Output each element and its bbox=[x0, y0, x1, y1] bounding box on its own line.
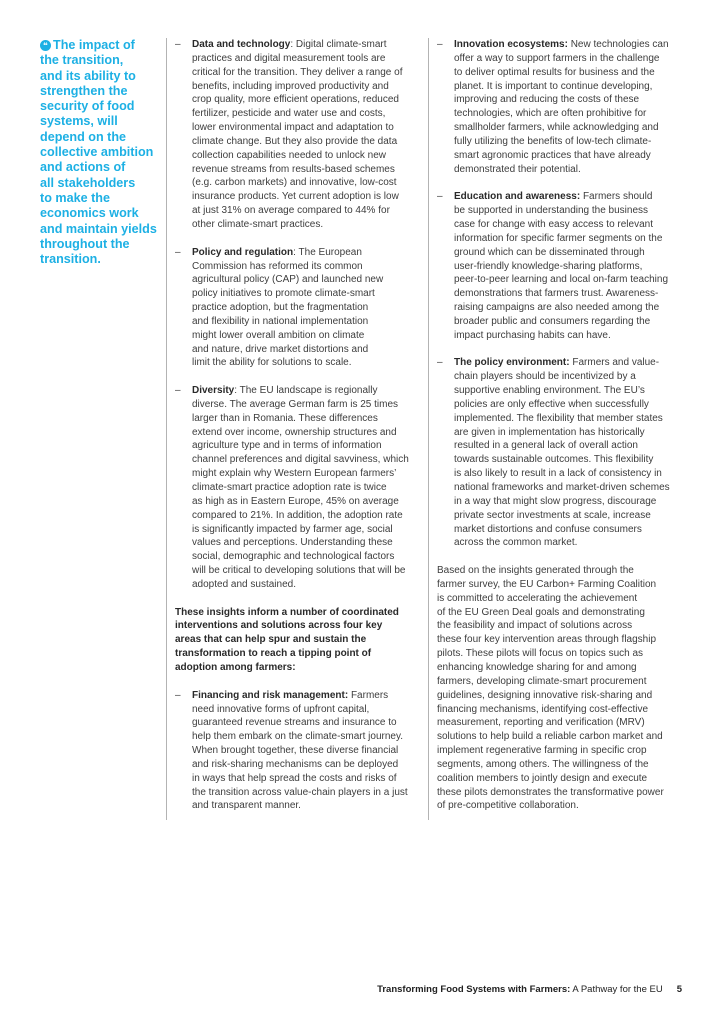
text-line: implement regenerative farming in specific crop bbox=[437, 745, 647, 757]
text-line: These insights inform a number of coordinated bbox=[175, 606, 399, 618]
footer-title: Transforming Food Systems with Farmers: bbox=[377, 984, 571, 995]
text-line bbox=[192, 38, 419, 52]
text-line: guaranteed revenue streams and insurance to bbox=[192, 717, 397, 729]
page-number: 5 bbox=[676, 984, 682, 995]
item-body: Digital climate-smart bbox=[295, 39, 387, 50]
text-line: of the EU Green Deal goals and demonstrating bbox=[437, 606, 645, 618]
pull-quote-column bbox=[40, 38, 158, 267]
dash-bullet: – bbox=[175, 689, 181, 701]
text-line: insurance products. Yet current adoption is low bbox=[192, 191, 399, 203]
dash-bullet: – bbox=[437, 191, 443, 203]
item-title: Innovation ecosystems: bbox=[454, 39, 568, 50]
text-line: implemented. The flexibility that member states bbox=[454, 412, 663, 424]
text-line: coalition members to jointly design and execute bbox=[437, 772, 648, 784]
text-line: limit the ability for solutions to scale. bbox=[192, 357, 352, 369]
text-line: is also likely to result in a lack of consistency in bbox=[454, 468, 662, 480]
item-title: Data and technology bbox=[192, 39, 291, 50]
text-line: collection capabilities needed to unlock new bbox=[192, 149, 387, 161]
text-line: at just 31% on average compared to 44% for bbox=[192, 205, 390, 217]
text-line bbox=[454, 356, 686, 370]
text-line: farmer survey, the EU Carbon+ Farming Coalition bbox=[437, 578, 657, 590]
text-line: When brought together, these diverse financial bbox=[192, 745, 399, 757]
text-line bbox=[454, 38, 686, 52]
text-line: offer a way to support farmers in the challenge bbox=[454, 52, 660, 64]
right-items bbox=[437, 38, 686, 550]
dash-bullet: – bbox=[437, 39, 443, 50]
item-title: Financing and risk management: bbox=[192, 689, 349, 701]
text-line bbox=[192, 246, 419, 260]
text-line: critical for the transition. They deliver a range of bbox=[192, 66, 403, 78]
text-line: adoption among farmers: bbox=[175, 661, 296, 673]
text-line: agriculture type and in terms of information bbox=[192, 440, 382, 452]
title-separator: : bbox=[293, 246, 299, 258]
pull-quote-text: The impact of the transition, and its ability to strengthen the security of food systems, will depend on the collective ambition and actions of all stakeholders to make the economics work and maintain yields throughout the transition. bbox=[40, 38, 157, 267]
text-line: these four key intervention areas through flagship bbox=[437, 634, 657, 646]
bullet-item bbox=[437, 356, 686, 550]
text-line: compared to 21%. In addition, the adoption rate bbox=[192, 509, 403, 521]
text-line: is committed to accelerating the achievement bbox=[437, 592, 638, 604]
text-line: smart agronomic practices that have already bbox=[454, 149, 651, 161]
dash-bullet: – bbox=[175, 385, 181, 397]
item-title: Policy and regulation bbox=[192, 246, 294, 258]
text-line: demonstrated their potential. bbox=[454, 163, 581, 175]
text-line: enhancing knowledge sharing for and among bbox=[437, 661, 637, 673]
text-line: market distortions and confuse consumers bbox=[454, 523, 642, 535]
text-line: Commission has reformed its common bbox=[192, 260, 363, 272]
text-line: user-friendly knowledge-sharing platforms, bbox=[454, 260, 643, 272]
text-line: might explain why Western European farmers’ bbox=[192, 468, 397, 480]
bullet-item bbox=[437, 38, 686, 176]
text-line: are given in implementation has historically bbox=[454, 426, 645, 438]
text-line: interventions and solutions across four key bbox=[175, 620, 383, 632]
text-line: social, demographic and technological factors bbox=[192, 551, 395, 563]
title-separator: : bbox=[234, 385, 240, 397]
bullet-item bbox=[175, 38, 419, 232]
text-line: peer-to-peer learning and local on-farm teaching bbox=[454, 274, 669, 286]
text-line: national frameworks and market-driven schemes bbox=[454, 482, 670, 493]
title-separator: : bbox=[290, 39, 296, 50]
text-line: extend over income, ownership structures and bbox=[192, 426, 397, 438]
text-line: practice adoption, but the fragmentation bbox=[192, 302, 369, 314]
text-line: measurement, reporting and verification (MRV) bbox=[437, 717, 645, 729]
text-line: resulted in a general lack of overall action bbox=[454, 440, 638, 452]
text-line: other climate-smart practices. bbox=[192, 218, 324, 230]
text-line: raising campaigns are also needed among the bbox=[454, 302, 660, 314]
text-line: of pre-competitive collaboration. bbox=[437, 800, 579, 812]
text-line: fully utilizing the benefits of low-tech climate- bbox=[454, 135, 652, 147]
text-line: towards sustainable outcomes. This flexibility bbox=[454, 454, 654, 466]
bullet-item bbox=[175, 246, 419, 371]
text-line: and flexibility in national implementation bbox=[192, 315, 369, 327]
text-line: need innovative forms of upfront capital, bbox=[192, 703, 370, 715]
middle-items-top bbox=[175, 38, 419, 592]
text-line: improving and reducing the costs of these bbox=[454, 94, 640, 106]
text-line: financing mechanisms, identifying cost-effective bbox=[437, 703, 649, 715]
text-line: chain players should be incentivized by a bbox=[454, 371, 636, 383]
text-line: is significantly impacted by farmer age, social bbox=[192, 523, 393, 535]
text-line: the transition across value-chain players in a just bbox=[192, 786, 408, 798]
text-line: solutions to help build a reliable carbon market and bbox=[437, 731, 663, 743]
item-body: New technologies can bbox=[570, 39, 669, 50]
text-line: to deliver optimal results for business and the bbox=[454, 66, 655, 78]
item-title: Diversity bbox=[192, 385, 235, 397]
text-line: might lower overall ambition on climate bbox=[192, 329, 365, 341]
text-line: fertilizer, pesticide and water use and costs, bbox=[192, 108, 386, 120]
bullet-item bbox=[437, 190, 686, 342]
text-line: these pilots demonstrates the transformative power bbox=[437, 786, 664, 798]
text-line: policies are only effective when successfully bbox=[454, 398, 649, 410]
text-line: private sector investments at scale, increase bbox=[454, 509, 651, 521]
text-line: values and perceptions. Understanding these bbox=[192, 537, 393, 549]
text-line: as high as in Eastern Europe, 45% on average bbox=[192, 495, 399, 507]
text-line bbox=[454, 190, 686, 204]
text-line: practices and digital measurement tools are bbox=[192, 52, 386, 64]
dash-bullet: – bbox=[175, 246, 181, 258]
text-line: climate change. But they also provide the data bbox=[192, 135, 398, 147]
text-line: the feasibility and impact of solutions across bbox=[437, 620, 633, 632]
text-line: benefits, including improved productivity and bbox=[192, 80, 389, 92]
text-line: (e.g. carbon markets) and innovative, low-cost bbox=[192, 177, 397, 189]
text-line: help them embark on the climate-smart journey. bbox=[192, 731, 404, 743]
text-line: larger than in Romania. These differences bbox=[192, 412, 378, 424]
text-line: and transparent manner. bbox=[192, 800, 301, 812]
dash-bullet: – bbox=[175, 39, 181, 50]
text-line: smallholder farmers, while acknowledging and bbox=[454, 122, 659, 134]
item-body: The European bbox=[298, 246, 362, 258]
text-line: segments, among others. The willingness of the bbox=[437, 758, 649, 770]
text-line: lower environmental impact and adaptation to bbox=[192, 122, 394, 134]
text-line: adopted and sustained. bbox=[192, 578, 296, 590]
text-line: demonstrations that farmers trust. Awareness- bbox=[454, 288, 659, 300]
text-line: be supported in understanding the business bbox=[454, 205, 649, 217]
text-line: policy initiatives to promote climate-smart bbox=[192, 288, 375, 300]
text-line: agricultural policy (CAP) and launched new bbox=[192, 274, 384, 286]
item-body: Farmers and value- bbox=[572, 357, 660, 369]
text-line: impact purchasing habits can have. bbox=[454, 329, 611, 341]
quote-icon: ❝ bbox=[40, 40, 51, 51]
text-line: in a way that might slow progress, discourage bbox=[454, 495, 657, 507]
text-line: transformation to reach a tipping point of bbox=[175, 648, 372, 660]
text-line: case for change with easy access to relevant bbox=[454, 218, 653, 230]
text-line: and nature, drive market distortions and bbox=[192, 343, 369, 355]
text-line: planet. It is important to continue developing, bbox=[454, 80, 653, 92]
bullet-item bbox=[175, 689, 419, 814]
pull-quote bbox=[40, 38, 158, 267]
text-line: ground which can be disseminated through bbox=[454, 246, 645, 258]
text-line: channel preferences and digital savviness, which bbox=[192, 454, 409, 466]
middle-items-bottom bbox=[175, 689, 419, 814]
text-line: technologies, which are often prohibitive for bbox=[454, 108, 647, 120]
footer-subtitle: A Pathway for the EU bbox=[570, 984, 663, 995]
item-body: Farmers bbox=[350, 689, 389, 701]
text-line: across the common market. bbox=[454, 537, 578, 549]
text-line: and risk-sharing mechanisms can be deployed bbox=[192, 758, 399, 770]
text-line: areas that can help spur and sustain the bbox=[175, 634, 367, 646]
text-line: climate-smart practice adoption rate is twice bbox=[192, 482, 387, 493]
text-line: Based on the insights generated through the bbox=[437, 565, 634, 577]
middle-column bbox=[166, 38, 419, 820]
text-line: information for specific farmer segments on the bbox=[454, 232, 663, 244]
item-body: Farmers should bbox=[582, 191, 653, 203]
dash-bullet: – bbox=[437, 357, 443, 369]
text-line: guidelines, designing innovative risk-sharing and bbox=[437, 689, 653, 701]
item-title: The policy environment: bbox=[454, 357, 570, 369]
text-line: diverse. The average German farm is 25 times bbox=[192, 398, 399, 410]
text-line: broader public and consumers regarding the bbox=[454, 315, 651, 327]
text-line: farmers, developing climate-smart procurement bbox=[437, 675, 647, 687]
text-line: will be critical to developing solutions that will be bbox=[192, 565, 406, 577]
bullet-item bbox=[175, 384, 419, 592]
closing-paragraph bbox=[437, 564, 686, 813]
text-line: crop quality, more efficient operations, reduced bbox=[192, 94, 399, 106]
text-line: supportive enabling environment. The EU’s bbox=[454, 385, 645, 397]
text-line: revenue streams from results-based schemes bbox=[192, 163, 395, 175]
text-line: pilots. These pilots will focus on topics such as bbox=[437, 648, 644, 660]
text-line bbox=[192, 384, 419, 398]
interventions-intro bbox=[175, 606, 419, 675]
right-column bbox=[428, 38, 686, 820]
text-line: in ways that help spread the costs and risks of bbox=[192, 772, 397, 784]
page-footer bbox=[377, 984, 682, 995]
text-line bbox=[192, 689, 419, 703]
item-title: Education and awareness: bbox=[454, 191, 581, 203]
item-body: The EU landscape is regionally bbox=[239, 385, 378, 397]
